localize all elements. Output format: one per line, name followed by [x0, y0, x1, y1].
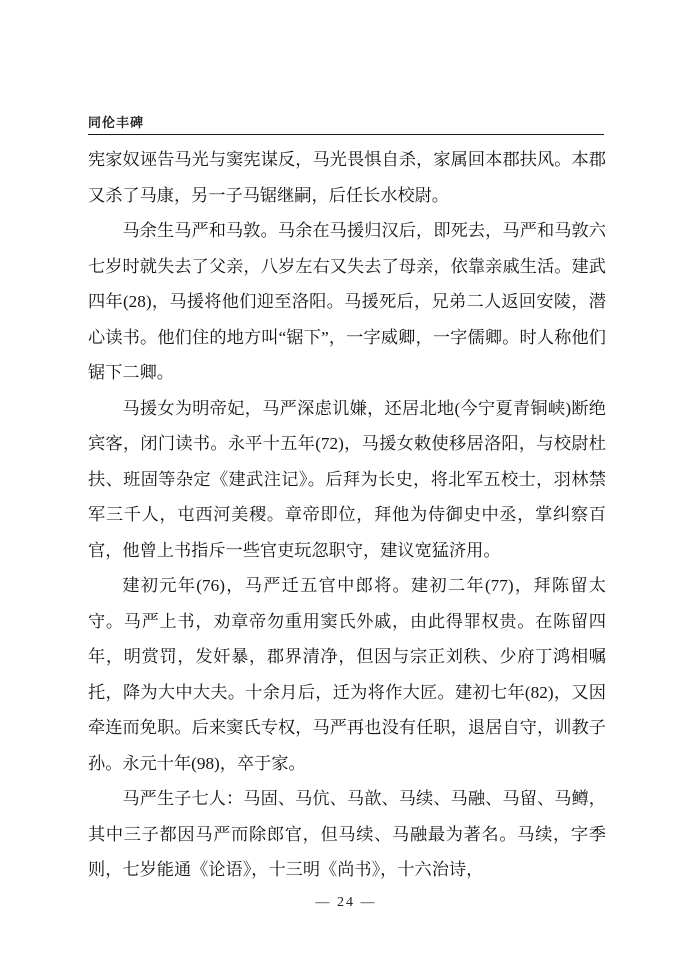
paragraph: 马严生子七人：马固、马伉、马歆、马续、马融、马留、马鳟，其中三子都因马严而除郎官，但马续、马融最为著名。马续，字季则，七岁能通《论语》，十三明《尚书》，十六治诗， [88, 789, 606, 879]
running-head: 同伦丰碑 [88, 115, 145, 130]
paragraph: 宪家奴诬告马光与窦宪谋反，马光畏惧自杀，家属回本郡扶风。本郡又杀了马康，另一子马锯继嗣，后任长水校尉。 [88, 150, 606, 205]
page-number: — 24 — [315, 895, 377, 910]
paragraph: 马余生马严和马敦。马余在马援归汉后，即死去，马严和马敦六七岁时就失去了父亲，八岁左右又失去了母亲，依靠亲戚生活。建武四年(28)，马援将他们迎至洛阳。马援死后，兄弟二人返回安陵，潜心读书。他们住的地方叫“锯下”，一字威卿，一字儒卿。时人称他们锯下二卿。 [88, 221, 606, 382]
paragraph: 马援女为明帝妃，马严深虑讥嫌，还居北地(今宁夏青铜峡)断绝宾客，闭门读书。永平十五年(72)，马援女敕使移居洛阳，与校尉杜扶、班固等杂定《建武注记》。后拜为长史，将北军五校士，羽林禁军三千人，屯西河美稷。章帝即位，拜他为侍御史中丞，掌纠察百官，他曾上书指斥一些官吏玩忽职守，建议宽猛济用。 [88, 398, 606, 560]
page-body [88, 142, 606, 888]
paragraph: 建初元年(76)，马严迁五官中郎将。建初二年(77)，拜陈留太守。马严上书，劝章帝勿重用窦氏外戚，由此得罪权贵。在陈留四年，明赏罚，发奸暴，郡界清净，但因与宗正刘秩、少府丁鸿相嘱托，降为大中大夫。十余月后，迁为将作大匠。建初七年(82)，又因牵连而免职。后来窦氏专权，马严再也没有任职，退居自守，训教子孙。永元十年(98)，卒于家。 [88, 576, 606, 773]
header-divider [88, 134, 604, 135]
